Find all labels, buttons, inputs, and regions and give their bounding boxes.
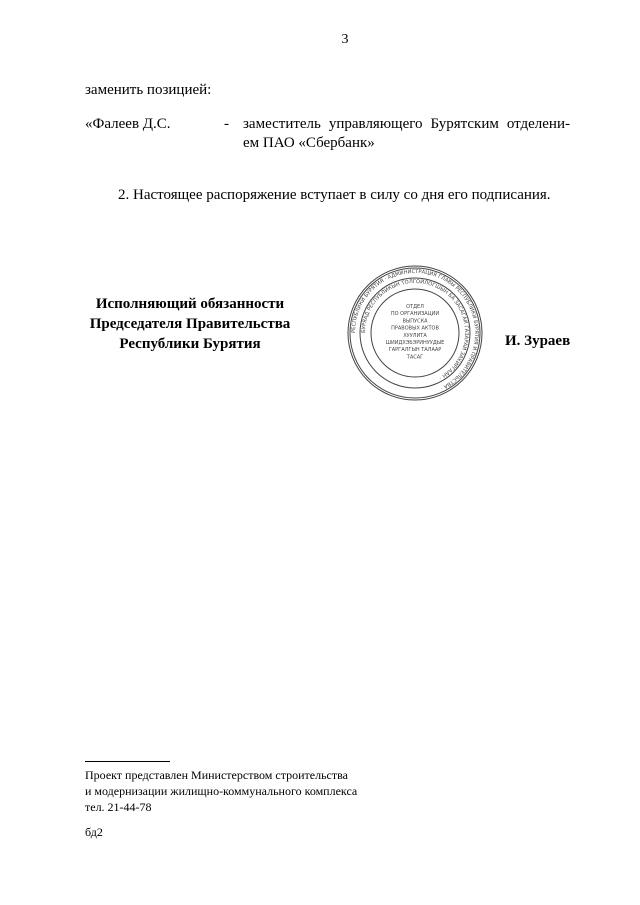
official-seal xyxy=(346,264,484,402)
seal-center-line: ПРАВОВЫХ АКТОВ xyxy=(391,325,439,332)
footnote-divider xyxy=(85,761,170,762)
document-code: бд2 xyxy=(85,825,103,839)
seal-outer-text: РЕСПУБЛИКИ БУРЯТИЯ · АДМИНИСТРАЦИЯ ГЛАВЫ РЕСПУБЛИКИ БУРЯТИЯ И ПРАВИТЕЛЬСТВА · xyxy=(350,268,480,391)
seal-center-line: ТАСАГ xyxy=(406,354,424,361)
seal-center-line: ХУУЛИТА xyxy=(403,332,427,339)
page-number: 3 xyxy=(341,32,349,47)
signatory-title-line2: Председателя Правительства xyxy=(89,316,291,332)
seal-center-line: ШИИДХЭБЭРИНУУДЫЕ xyxy=(385,340,445,346)
seal-inner-text: БУРЯАД РЕСПУБЛИКЫН ТОЛГОЙЛОГШЫН БА ЗАСАГАЙ ГАЗАРАЙ ЗАХИРГААН · xyxy=(360,278,470,381)
signatory-title-line3: Республики Бурятия xyxy=(119,336,261,352)
seal-center-line: ВЫПУСКА xyxy=(402,318,428,325)
footnote-line2: и модернизации жилищно-коммунального комплекса xyxy=(85,784,358,798)
clause-2: 2. Настоящее распоряжение вступает в силу со дня его подписания. xyxy=(118,187,551,203)
seal-center-text xyxy=(386,304,445,360)
intro-line: заменить позицией: xyxy=(85,82,212,98)
footnote-line3: тел. 21-44-78 xyxy=(85,800,152,814)
footnote xyxy=(85,767,357,815)
footnote-line1: Проект представлен Министерством строительства xyxy=(85,768,348,782)
signatory-title-line1: Исполняющий обязанности xyxy=(95,296,285,312)
seal-center-line: ГАРГАЛГЫН ТАЛААР xyxy=(388,347,442,354)
seal-center-line: ОТДЕЛ xyxy=(406,304,424,310)
entry-name: «Фалеев Д.С. xyxy=(85,116,171,132)
seal-center-line: ПО ОРГАНИЗАЦИИ xyxy=(390,311,440,318)
signatory-title xyxy=(60,294,320,354)
entry-position-line2: ем ПАО «Сбербанк» xyxy=(243,135,375,151)
entry-dash: - xyxy=(224,116,229,132)
signatory-name: И. Зураев xyxy=(505,333,571,349)
entry-position-line1: заместитель управляющего Бурятским отделени- xyxy=(243,116,570,132)
